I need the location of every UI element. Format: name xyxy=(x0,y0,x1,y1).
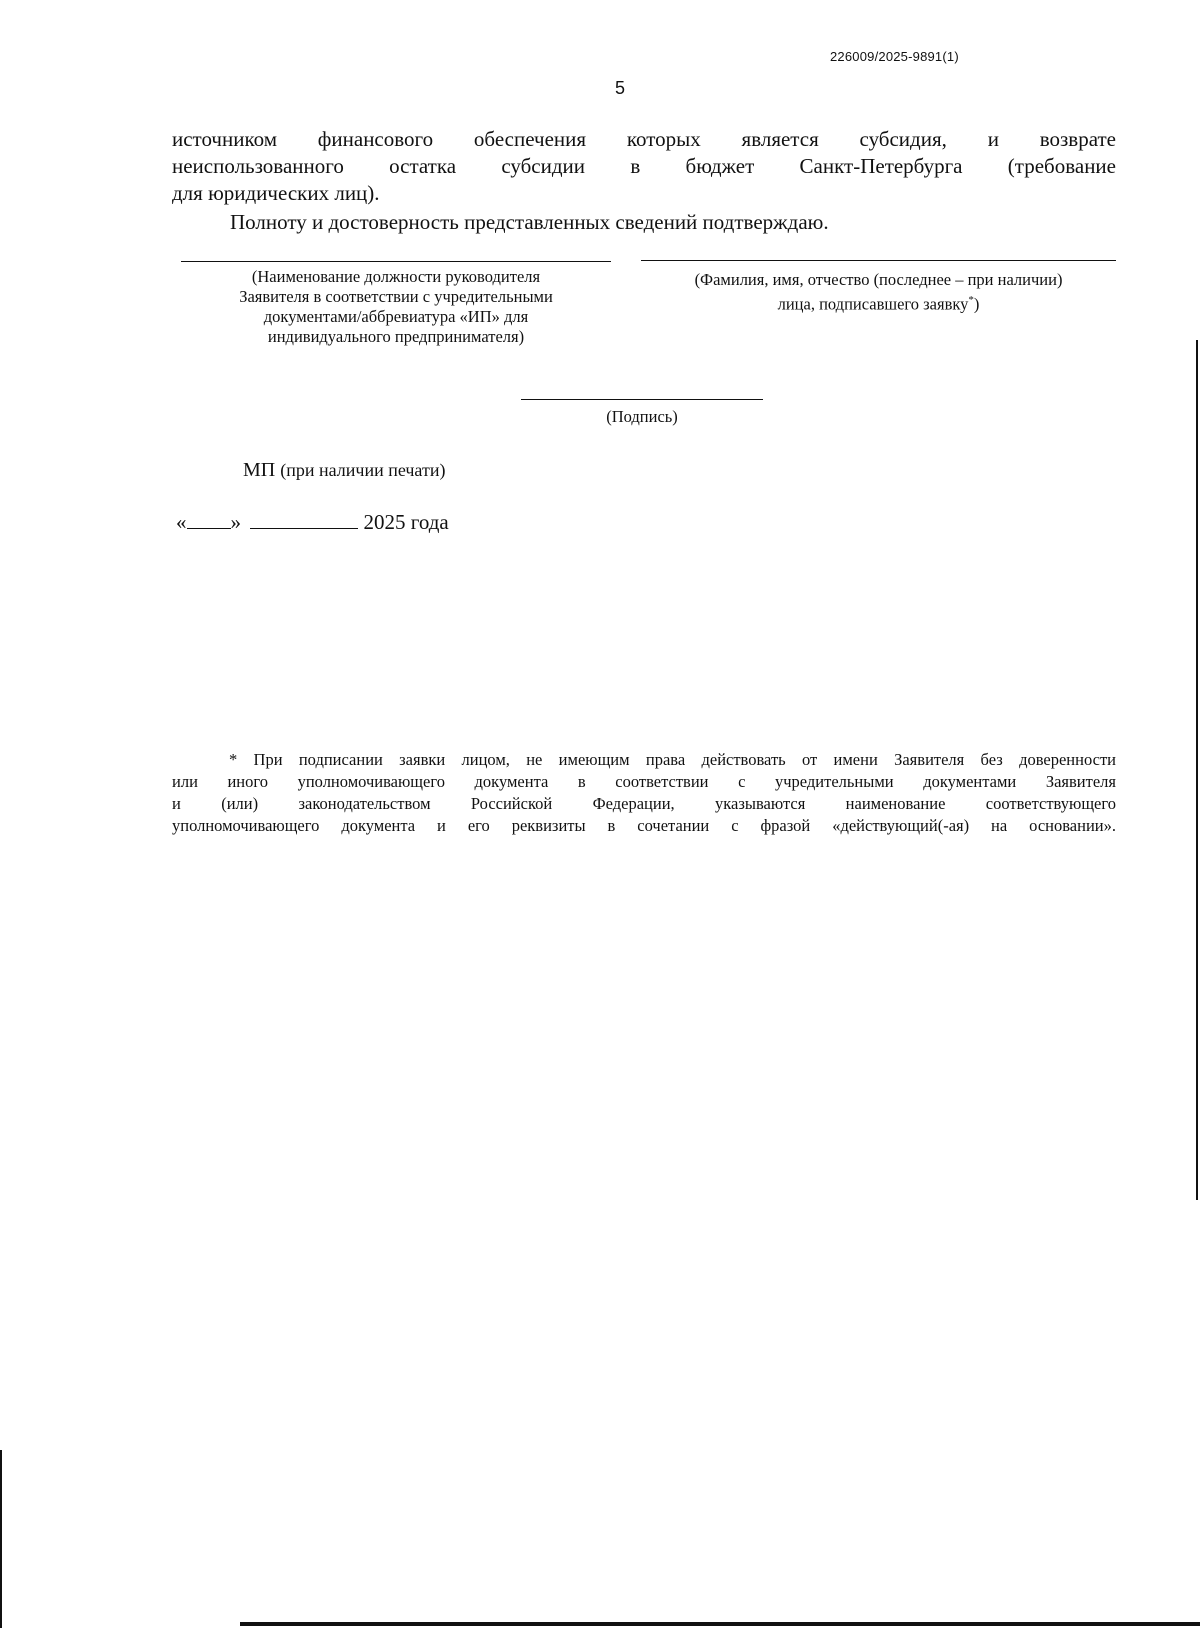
caption-text: ) xyxy=(973,294,980,314)
footnote-line: и (или) законодательством Российской Федерации, указываются наименование соответствующего xyxy=(172,794,1116,813)
document-number: 226009/2025-9891(1) xyxy=(830,49,959,64)
caption-line xyxy=(641,290,1116,315)
body-line: неиспользованного остатка субсидии в бюджет Санкт-Петербурга (требование xyxy=(172,154,1116,178)
footnote-line: уполномочивающего документа и его реквизиты в сочетании с фразой «действующий(-ая) на основании». xyxy=(172,816,1116,835)
scan-edge-right xyxy=(1196,340,1198,1200)
page-number: 5 xyxy=(614,78,625,98)
position-caption xyxy=(181,267,611,347)
confirmation-statement: Полноту и достоверность представленных сведений подтверждаю. xyxy=(230,210,829,234)
caption-line: индивидуального предпринимателя) xyxy=(267,327,525,346)
caption-line: (Фамилия, имя, отчество (последнее – при наличии) xyxy=(694,270,1063,289)
stamp-abbr: МП xyxy=(243,459,276,481)
date-open-quote: « xyxy=(176,510,187,534)
caption-line: (Наименование должности руководителя xyxy=(251,267,541,286)
name-signature-line xyxy=(641,260,1116,261)
footnote xyxy=(172,749,1116,837)
stamp-label xyxy=(243,459,445,482)
body-line: для юридических лиц). xyxy=(172,181,380,205)
scan-edge-bottom xyxy=(240,1622,1200,1626)
caption-text: лица, подписавшего заявку xyxy=(777,294,969,314)
body-paragraph xyxy=(172,126,1116,207)
footnote-line: * При подписании заявки лицом, не имеющим права действовать от имени Заявителя без доверенности xyxy=(229,750,1116,769)
name-caption xyxy=(641,270,1116,315)
month-blank xyxy=(250,510,358,529)
date-close-quote: » xyxy=(230,510,241,534)
caption-line: документами/аббревиатура «ИП» для xyxy=(263,307,529,326)
footnote-line: или иного уполномочивающего документа в соответствии с учредительными документами Заявителя xyxy=(172,772,1116,791)
footnote-mark: * xyxy=(968,294,974,306)
signature-caption: (Подпись) xyxy=(606,407,678,426)
caption-line: Заявителя в соответствии с учредительными xyxy=(239,287,553,306)
date-year: 2025 года xyxy=(363,510,449,534)
scan-edge-left xyxy=(0,1450,2,1628)
stamp-note: (при наличии печати) xyxy=(280,460,446,480)
date-field xyxy=(176,510,449,535)
body-line: источником финансового обеспечения которых является субсидия, и возврате xyxy=(172,127,1116,151)
day-blank xyxy=(187,510,231,529)
signature-line xyxy=(521,399,763,400)
position-signature-line xyxy=(181,261,611,262)
